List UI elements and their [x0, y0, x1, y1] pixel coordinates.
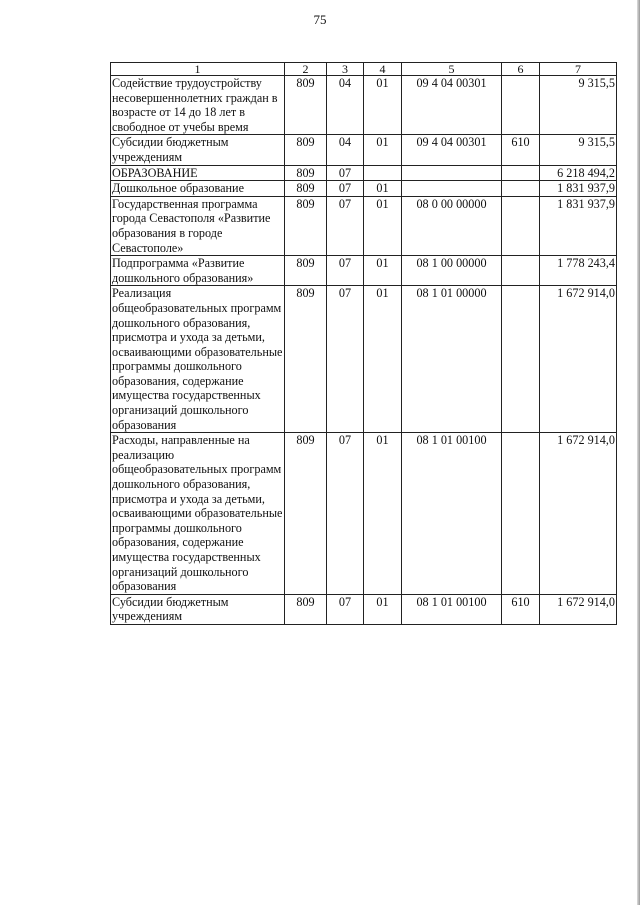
row-target-article: 09 4 04 00301 — [402, 135, 502, 165]
row-subsection: 01 — [364, 76, 402, 135]
row-subsection — [364, 165, 402, 181]
row-name: Государственная программа города Севастополя «Развитие образования в городе Севастополе» — [111, 196, 285, 255]
header-col-1: 1 — [111, 63, 285, 76]
row-amount: 6 218 494,2 — [540, 165, 617, 181]
row-ministry-code: 809 — [285, 286, 327, 433]
row-target-article — [402, 165, 502, 181]
budget-table — [110, 62, 617, 625]
table-row — [111, 181, 617, 197]
row-section: 07 — [327, 165, 364, 181]
row-ministry-code: 809 — [285, 135, 327, 165]
row-expense-type — [502, 165, 540, 181]
row-name: Дошкольное образование — [111, 181, 285, 197]
row-section: 07 — [327, 181, 364, 197]
row-target-article — [402, 181, 502, 197]
row-amount: 9 315,5 — [540, 135, 617, 165]
row-ministry-code: 809 — [285, 165, 327, 181]
header-col-3: 3 — [327, 63, 364, 76]
row-target-article: 08 1 01 00100 — [402, 594, 502, 624]
header-col-5: 5 — [402, 63, 502, 76]
row-name: Расходы, направленные на реализацию общеобразовательных программ дошкольного образования, присмотра и ухода за детьми, осваивающими образовательные программы дошкольного образования, содержание имущества государственных организаций дошкольного образования — [111, 433, 285, 595]
row-section: 07 — [327, 594, 364, 624]
row-section: 07 — [327, 286, 364, 433]
row-amount: 1 672 914,0 — [540, 433, 617, 595]
row-ministry-code: 809 — [285, 181, 327, 197]
table-row — [111, 196, 617, 255]
row-section: 04 — [327, 135, 364, 165]
header-col-6: 6 — [502, 63, 540, 76]
row-name: Реализация общеобразовательных программ дошкольного образования, присмотра и ухода за детьми, осваивающими образовательные программы дошкольного образования, содержание имущества государственных организаций дошкольного образования — [111, 286, 285, 433]
table-row — [111, 256, 617, 286]
table-row — [111, 135, 617, 165]
row-ministry-code: 809 — [285, 76, 327, 135]
row-amount: 1 672 914,0 — [540, 594, 617, 624]
row-subsection: 01 — [364, 196, 402, 255]
header-col-7: 7 — [540, 63, 617, 76]
row-name: Субсидии бюджетным учреждениям — [111, 594, 285, 624]
row-expense-type — [502, 181, 540, 197]
row-subsection: 01 — [364, 256, 402, 286]
row-subsection: 01 — [364, 433, 402, 595]
row-target-article: 08 0 00 00000 — [402, 196, 502, 255]
row-target-article: 08 1 01 00000 — [402, 286, 502, 433]
table-row — [111, 165, 617, 181]
row-subsection: 01 — [364, 286, 402, 433]
row-section: 04 — [327, 76, 364, 135]
row-ministry-code: 809 — [285, 594, 327, 624]
row-expense-type — [502, 256, 540, 286]
row-subsection: 01 — [364, 135, 402, 165]
row-target-article: 08 1 00 00000 — [402, 256, 502, 286]
row-section: 07 — [327, 256, 364, 286]
row-ministry-code: 809 — [285, 196, 327, 255]
table-row — [111, 594, 617, 624]
row-section: 07 — [327, 196, 364, 255]
row-expense-type — [502, 433, 540, 595]
row-amount: 9 315,5 — [540, 76, 617, 135]
header-col-4: 4 — [364, 63, 402, 76]
row-ministry-code: 809 — [285, 433, 327, 595]
row-expense-type: 610 — [502, 594, 540, 624]
header-row — [111, 63, 617, 76]
row-amount: 1 831 937,9 — [540, 181, 617, 197]
row-expense-type — [502, 286, 540, 433]
table-row — [111, 433, 617, 595]
row-name: ОБРАЗОВАНИЕ — [111, 165, 285, 181]
table-row — [111, 76, 617, 135]
page-number: 75 — [313, 12, 327, 27]
row-name: Содействие трудоустройству несовершеннолетних граждан в возрасте от 14 до 18 лет в свободное от учебы время — [111, 76, 285, 135]
row-ministry-code: 809 — [285, 256, 327, 286]
row-name: Подпрограмма «Развитие дошкольного образования» — [111, 256, 285, 286]
row-target-article: 09 4 04 00301 — [402, 76, 502, 135]
row-amount: 1 778 243,4 — [540, 256, 617, 286]
row-name: Субсидии бюджетным учреждениям — [111, 135, 285, 165]
row-subsection: 01 — [364, 181, 402, 197]
row-subsection: 01 — [364, 594, 402, 624]
row-amount: 1 672 914,0 — [540, 286, 617, 433]
row-target-article: 08 1 01 00100 — [402, 433, 502, 595]
row-expense-type — [502, 76, 540, 135]
row-expense-type — [502, 196, 540, 255]
row-expense-type: 610 — [502, 135, 540, 165]
header-col-2: 2 — [285, 63, 327, 76]
row-amount: 1 831 937,9 — [540, 196, 617, 255]
row-section: 07 — [327, 433, 364, 595]
table-row — [111, 286, 617, 433]
